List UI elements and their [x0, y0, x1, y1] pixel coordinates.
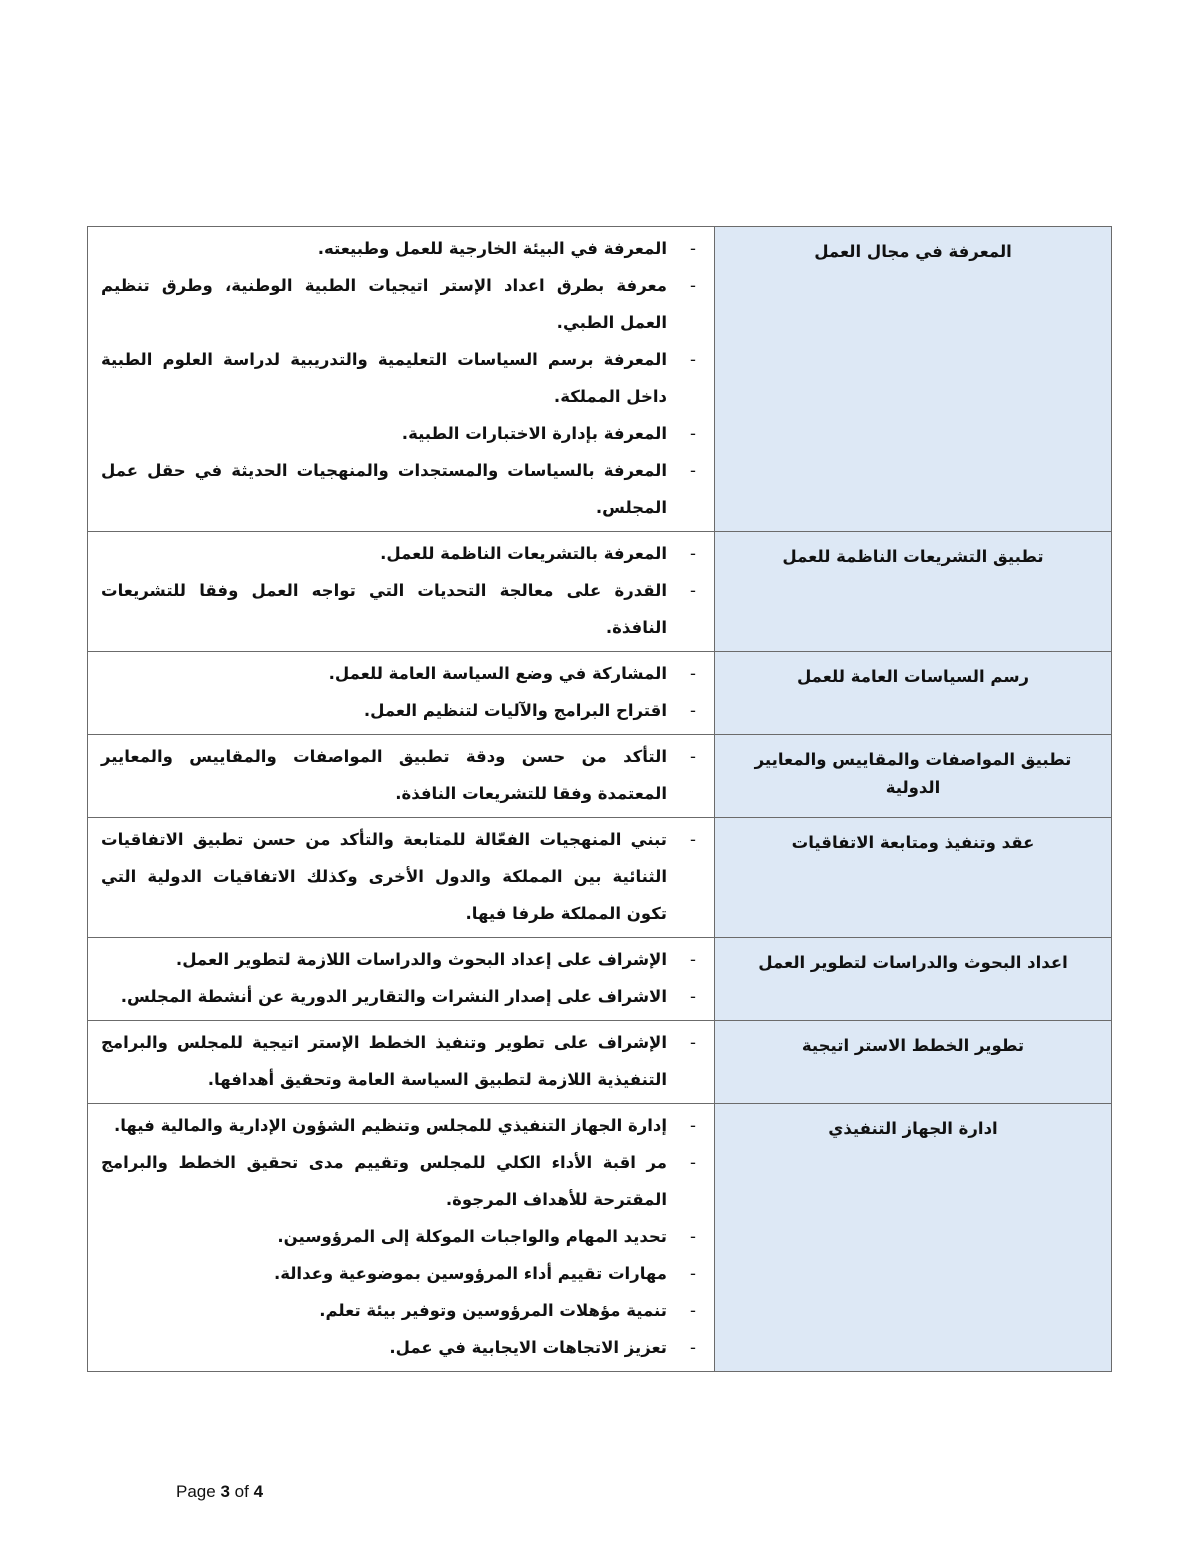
- items-list: [89, 653, 713, 733]
- area-cell: [715, 818, 1112, 938]
- items-list: [89, 819, 713, 936]
- bullet-dash-icon: -: [690, 987, 696, 1006]
- table-row: [88, 938, 1112, 1021]
- table-row: [88, 1104, 1112, 1372]
- bullet-dash-icon: -: [690, 276, 696, 295]
- item-text: مهارات تقييم أداء المرؤوسين بموضوعية وعدالة.: [273, 1264, 667, 1283]
- list-item: [89, 230, 713, 267]
- list-item: [89, 1255, 713, 1292]
- list-item: [89, 1024, 713, 1098]
- page-current: 3: [220, 1482, 230, 1501]
- list-item: [89, 1218, 713, 1255]
- table-row: [88, 818, 1112, 938]
- bullet-dash-icon: -: [690, 461, 696, 480]
- bullet-dash-icon: -: [690, 1301, 696, 1320]
- list-item: [89, 267, 713, 341]
- area-cell: [715, 1104, 1112, 1372]
- table-row: [88, 652, 1112, 735]
- area-title: تطوير الخطط الاستر اتيجية: [801, 1036, 1025, 1055]
- items-list: [89, 1105, 713, 1370]
- area-title: المعرفة في مجال العمل: [814, 242, 1012, 261]
- item-text: المعرفة بالسياسات والمستجدات والمنهجيات الحديثة في حقل عمل المجلس.: [101, 461, 667, 517]
- items-cell: [88, 227, 715, 532]
- item-text: تبني المنهجيات الفعّالة للمتابعة والتأكد من حسن تطبيق الاتفاقيات الثنائية بين المملكة والدول الأخرى وكذلك الاتفاقيات الدولية التي تكون المملكة طرفا فيها.: [101, 830, 667, 923]
- list-item: [89, 1329, 713, 1366]
- bullet-dash-icon: -: [690, 424, 696, 443]
- bullet-dash-icon: -: [690, 664, 696, 683]
- list-item: [89, 978, 713, 1015]
- item-text: المشاركة في وضع السياسة العامة للعمل.: [328, 664, 667, 683]
- list-item: [89, 692, 713, 729]
- item-text: مر اقبة الأداء الكلي للمجلس وتقييم مدى تحقيق الخطط والبرامج المقترحة للأهداف المرجوة.: [101, 1153, 667, 1209]
- items-cell: [88, 652, 715, 735]
- bullet-dash-icon: -: [690, 950, 696, 969]
- item-text: تنمية مؤهلات المرؤوسين وتوفير بيئة تعلم.: [319, 1301, 667, 1320]
- area-cell: [715, 938, 1112, 1021]
- items-list: [89, 1022, 713, 1102]
- items-cell: [88, 532, 715, 652]
- bullet-dash-icon: -: [690, 1338, 696, 1357]
- items-list: [89, 939, 713, 1019]
- item-text: تحديد المهام والواجبات الموكلة إلى المرؤوسين.: [277, 1227, 667, 1246]
- item-text: القدرة على معالجة التحديات التي تواجه العمل وفقا للتشريعات النافذة.: [101, 581, 667, 637]
- page-total: 4: [253, 1482, 264, 1501]
- items-list: [89, 228, 713, 530]
- bullet-dash-icon: -: [690, 1116, 696, 1135]
- item-text: الإشراف على إعداد البحوث والدراسات اللازمة لتطوير العمل.: [175, 950, 667, 969]
- item-text: تعزيز الاتجاهات الايجابية في عمل.: [389, 1338, 667, 1357]
- items-cell: [88, 938, 715, 1021]
- bullet-dash-icon: -: [690, 747, 696, 766]
- item-text: المعرفة بإدارة الاختبارات الطبية.: [401, 424, 667, 443]
- item-text: الإشراف على تطوير وتنفيذ الخطط الإستر اتيجية للمجلس والبرامج التنفيذية اللازمة لتطبيق السياسة العامة وتحقيق أهدافها.: [101, 1033, 667, 1089]
- table-body: [88, 227, 1112, 1372]
- bullet-dash-icon: -: [690, 701, 696, 720]
- area-title: رسم السياسات العامة للعمل: [796, 667, 1030, 686]
- area-title: تطبيق التشريعات الناظمة للعمل: [782, 547, 1044, 566]
- bullet-dash-icon: -: [690, 1033, 696, 1052]
- item-text: المعرفة بالتشريعات الناظمة للعمل.: [380, 544, 667, 563]
- items-cell: [88, 1104, 715, 1372]
- list-item: [89, 415, 713, 452]
- bullet-dash-icon: -: [690, 239, 696, 258]
- area-title: ادارة الجهاز التنفيذي: [828, 1119, 998, 1138]
- item-text: الاشراف على إصدار النشرات والتقارير الدورية عن أنشطة المجلس.: [120, 987, 667, 1006]
- list-item: [89, 341, 713, 415]
- items-list: [89, 736, 713, 816]
- bullet-dash-icon: -: [690, 581, 696, 600]
- page-word: Page: [176, 1482, 216, 1501]
- bullet-dash-icon: -: [690, 830, 696, 849]
- table-row: [88, 532, 1112, 652]
- item-text: إدارة الجهاز التنفيذي للمجلس وتنظيم الشؤون الإدارية والمالية فيها.: [113, 1116, 667, 1135]
- item-text: معرفة بطرق اعداد الإستر اتيجيات الطبية الوطنية، وطرق تنظيم العمل الطبي.: [101, 276, 667, 332]
- list-item: [89, 821, 713, 932]
- items-cell: [88, 818, 715, 938]
- area-title: عقد وتنفيذ ومتابعة الاتفاقيات: [791, 833, 1035, 852]
- items-list: [89, 533, 713, 650]
- list-item: [89, 1107, 713, 1144]
- list-item: [89, 535, 713, 572]
- item-text: اقتراح البرامج والآليات لتنظيم العمل.: [363, 701, 667, 720]
- area-title: تطبيق المواصفات والمقاييس والمعايير الدولية: [754, 750, 1072, 797]
- area-cell: [715, 1021, 1112, 1104]
- table-row: [88, 227, 1112, 532]
- bullet-dash-icon: -: [690, 1264, 696, 1283]
- area-cell: [715, 735, 1112, 818]
- item-text: المعرفة في البيئة الخارجية للعمل وطبيعته.: [317, 239, 667, 258]
- page-footer: [176, 1482, 263, 1502]
- list-item: [89, 572, 713, 646]
- item-text: المعرفة برسم السياسات التعليمية والتدريبية لدراسة العلوم الطبية داخل المملكة.: [101, 350, 667, 406]
- page-of-word: of: [234, 1482, 249, 1501]
- item-text: التأكد من حسن ودقة تطبيق المواصفات والمقاييس والمعايير المعتمدة وفقا للتشريعات النافذة.: [101, 747, 667, 803]
- table-row: [88, 735, 1112, 818]
- area-title: اعداد البحوث والدراسات لتطوير العمل: [758, 953, 1068, 972]
- table-row: [88, 1021, 1112, 1104]
- bullet-dash-icon: -: [690, 1227, 696, 1246]
- list-item: [89, 452, 713, 526]
- bullet-dash-icon: -: [690, 350, 696, 369]
- area-cell: [715, 227, 1112, 532]
- list-item: [89, 738, 713, 812]
- list-item: [89, 1144, 713, 1218]
- items-cell: [88, 735, 715, 818]
- list-item: [89, 1292, 713, 1329]
- area-cell: [715, 652, 1112, 735]
- items-cell: [88, 1021, 715, 1104]
- bullet-dash-icon: -: [690, 1153, 696, 1172]
- list-item: [89, 941, 713, 978]
- list-item: [89, 655, 713, 692]
- bullet-dash-icon: -: [690, 544, 696, 563]
- competency-table: [87, 226, 1112, 1372]
- area-cell: [715, 532, 1112, 652]
